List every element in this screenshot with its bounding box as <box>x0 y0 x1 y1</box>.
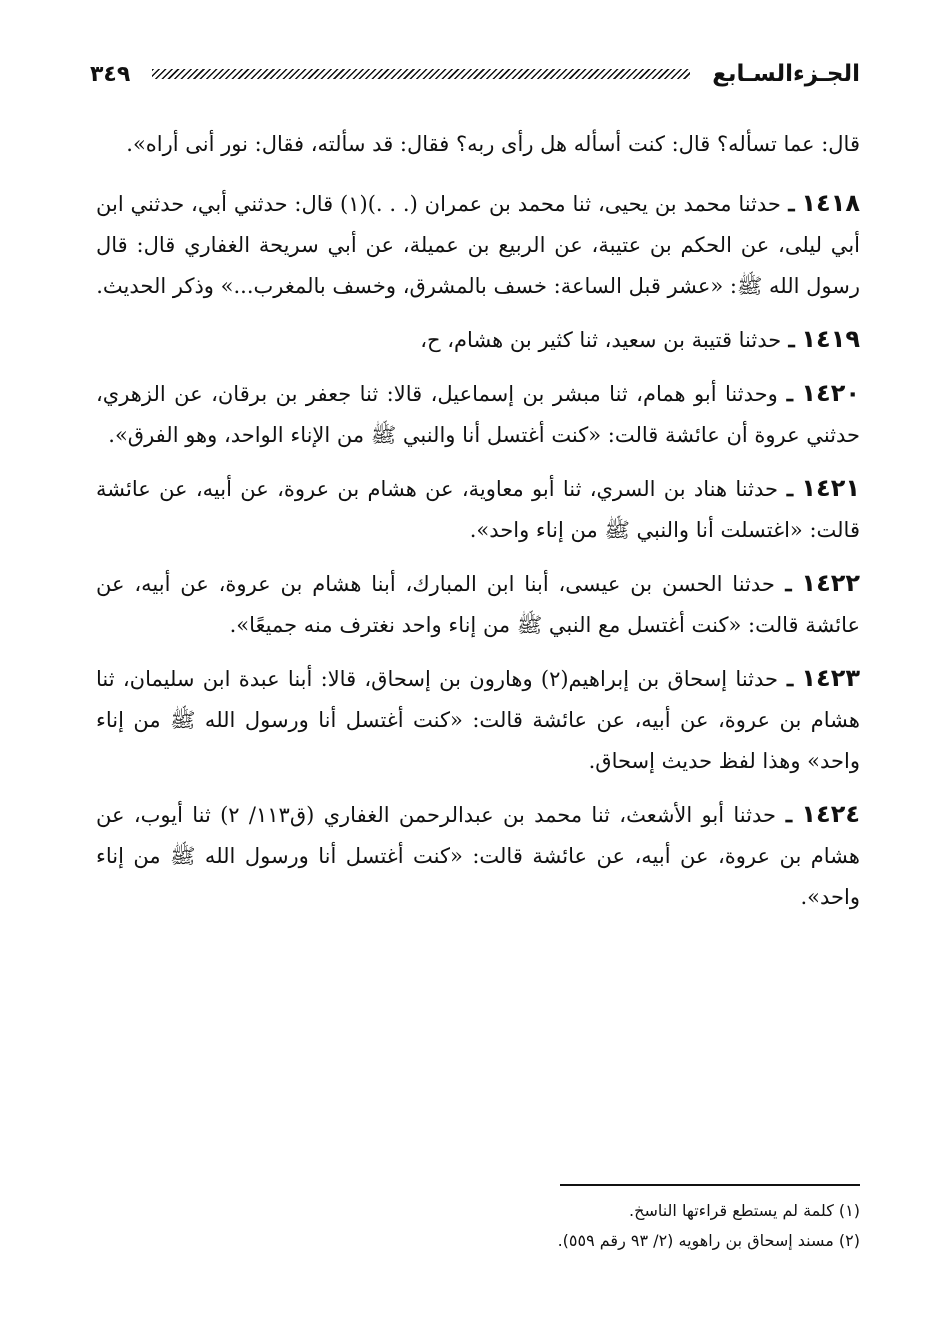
footnotes <box>96 1184 860 1256</box>
running-header <box>90 54 860 94</box>
footnote-1: (١) كلمة لم يستطع قراءتها الناسخ. <box>629 1201 860 1220</box>
number-dash: ـ <box>775 802 793 827</box>
continuation-paragraph <box>96 124 860 165</box>
number-dash: ـ <box>777 381 793 406</box>
number-dash: ـ <box>774 571 792 596</box>
number-dash: ـ <box>778 666 794 691</box>
page-body <box>96 124 860 930</box>
footnote-rule <box>560 1184 860 1186</box>
hadith-1418 <box>96 183 860 307</box>
volume-title: الجـزءالسـابع <box>712 61 860 87</box>
hadith-text: حدثنا محمد بن يحيى، ثنا محمد بن عمران (. . .)(١) قال: حدثني أبي، حدثني ابن أبي ليلى، عن الحكم بن عتيبة، عن الربيع بن عميلة، عن أبي سريحة الغفاري قال: قال رسول الله ﷺ: «عشر قبل الساعة: خسف بالمشرق، وخسف بالمغرب...» وذكر الحديث. <box>96 192 860 298</box>
hadith-1424 <box>96 794 860 918</box>
footnote-2: (٢) مسند إسحاق بن راهويه (٢/ ٩٣ رقم ٥٥٩). <box>557 1231 860 1250</box>
hadith-text: حدثنا قتيبة بن سعيد، ثنا كثير بن هشام، ح، <box>420 328 782 352</box>
hadith-number: ١٤٢٣ <box>801 664 860 692</box>
hadith-number: ١٤٢١ <box>801 474 860 502</box>
page-number: ٣٤٩ <box>90 61 131 87</box>
hadith-1419 <box>96 319 860 361</box>
number-dash: ـ <box>780 191 795 216</box>
header-rule <box>152 69 690 79</box>
hadith-number: ١٤١٩ <box>801 325 860 353</box>
number-dash: ـ <box>781 327 795 352</box>
hadith-number: ١٤٢٠ <box>801 379 860 407</box>
hadith-text: حدثنا إسحاق بن إبراهيم(٢) وهارون بن إسحاق، قالا: أبنا عبدة ابن سليمان، ثنا هشام بن عروة، عن أبيه، عن عائشة قالت: «كنت أغتسل أنا ورسول الله ﷺ من إناء واحد» وهذا لفظ حديث إسحاق. <box>96 667 860 773</box>
hadith-text: حدثنا أبو الأشعث، ثنا محمد بن عبدالرحمن الغفاري (ق١١٣/ ٢) ثنا أيوب، عن هشام بن عروة، عن أبيه، عن عائشة قالت: «كنت أغتسل أنا ورسول الله ﷺ من إناء واحد». <box>96 803 860 909</box>
hadith-text: وحدثنا أبو همام، ثنا مبشر بن إسماعيل، قالا: ثنا جعفر بن برقان، عن الزهري، حدثني عروة أن عائشة قالت: «كنت أغتسل أنا والنبي ﷺ من الإناء الواحد، وهو الفرق». <box>96 382 860 447</box>
hadith-1421 <box>96 468 860 551</box>
hadith-number: ١٤١٨ <box>801 189 860 217</box>
hadith-1422 <box>96 563 860 646</box>
number-dash: ـ <box>777 476 794 501</box>
hadith-1420 <box>96 373 860 456</box>
paragraph-text: قال: عما تسأله؟ قال: كنت أسأله هل رأى ربه؟ فقال: قد سألته، فقال: نور أنى أراه». <box>126 132 860 156</box>
hadith-text: حدثنا هناد بن السري، ثنا أبو معاوية، عن هشام بن عروة، عن أبيه، عن عائشة قالت: «اغتسلت أنا والنبي ﷺ من إناء واحد». <box>96 477 860 542</box>
hadith-number: ١٤٢٢ <box>801 569 861 597</box>
hadith-text: حدثنا الحسن بن عيسى، أبنا ابن المبارك، أبنا هشام بن عروة، عن أبيه، عن عائشة قالت: «كنت أغتسل مع النبي ﷺ من إناء واحد نغترف منه جميعًا». <box>96 572 860 637</box>
hadith-number: ١٤٢٤ <box>801 800 860 828</box>
hadith-1423 <box>96 658 860 782</box>
